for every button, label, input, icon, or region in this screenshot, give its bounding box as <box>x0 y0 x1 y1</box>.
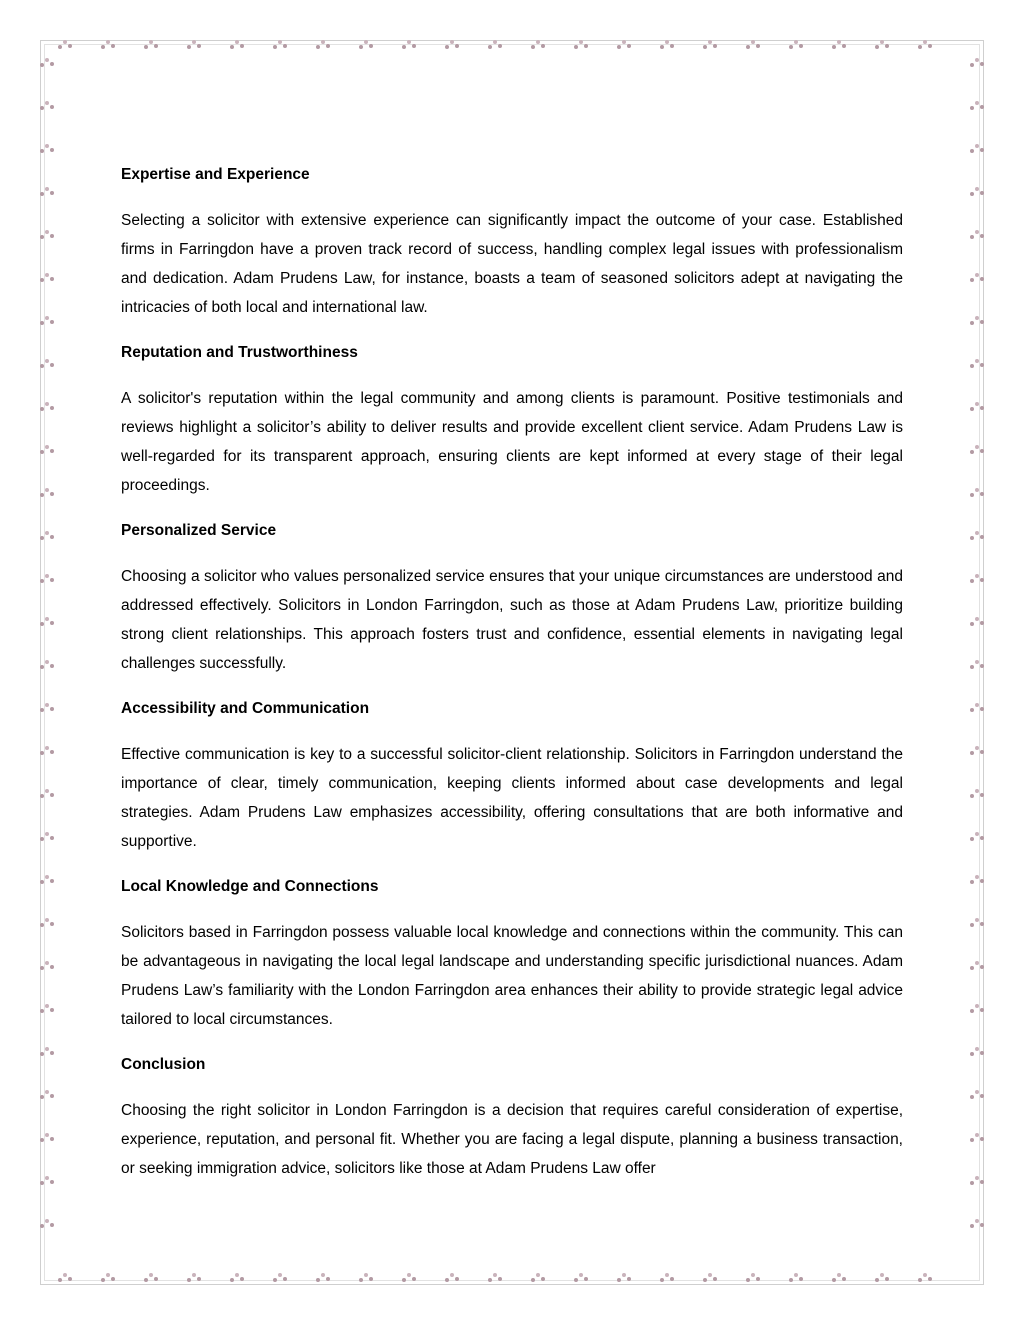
border-ornament <box>574 1273 588 1283</box>
border-ornament <box>144 40 158 50</box>
border-ornament <box>660 1273 674 1283</box>
border-ornament <box>40 875 54 885</box>
border-ornament <box>40 101 54 111</box>
section-paragraph-expertise: Selecting a solicitor with extensive experience can significantly impact the outcome of your case. Established firms in Farringdon have a proven track record of success, handling complex legal issues with professionalism and dedication. Adam Prudens Law, for instance, boasts a team of seasoned solicitors adept at navigating the intricacies of both local and international law. <box>121 212 903 316</box>
border-ornament <box>918 40 932 50</box>
border-ornament <box>703 1273 717 1283</box>
border-ornament <box>660 40 674 50</box>
border-ornament <box>40 1133 54 1143</box>
border-ornament <box>531 1273 545 1283</box>
border-ornament <box>402 40 416 50</box>
border-ornament <box>40 617 54 627</box>
border-ornament <box>101 40 115 50</box>
border-ornament <box>970 1219 984 1229</box>
border-ornament <box>970 1090 984 1100</box>
border-ornament <box>40 574 54 584</box>
border-ornament <box>970 961 984 971</box>
border-ornament <box>970 1004 984 1014</box>
border-ornament <box>970 445 984 455</box>
section-heading-personalized-service: Personalized Service <box>121 522 277 539</box>
border-ornament <box>187 1273 201 1283</box>
border-ornament <box>40 316 54 326</box>
border-ornament <box>40 531 54 541</box>
border-ornament <box>230 40 244 50</box>
border-ornament <box>970 789 984 799</box>
border-ornament <box>316 1273 330 1283</box>
border-ornament <box>40 359 54 369</box>
border-ornament <box>40 832 54 842</box>
border-ornament <box>40 273 54 283</box>
border-ornament <box>970 187 984 197</box>
border-ornament <box>746 1273 760 1283</box>
border-ornament <box>488 40 502 50</box>
border-ornament <box>40 1090 54 1100</box>
section-heading-local-knowledge: Local Knowledge and Connections <box>121 878 379 895</box>
border-ornament <box>970 101 984 111</box>
border-ornament <box>445 1273 459 1283</box>
border-ornament <box>970 359 984 369</box>
border-ornament <box>832 40 846 50</box>
border-ornament <box>40 445 54 455</box>
border-ornament <box>574 40 588 50</box>
border-ornament <box>970 918 984 928</box>
border-ornament <box>488 1273 502 1283</box>
border-ornament <box>970 1133 984 1143</box>
border-ornament <box>40 703 54 713</box>
border-ornament <box>40 746 54 756</box>
border-ornament <box>875 40 889 50</box>
border-ornament <box>970 1047 984 1057</box>
border-ornament <box>970 531 984 541</box>
border-ornament <box>970 273 984 283</box>
border-ornament <box>617 1273 631 1283</box>
border-ornament <box>40 402 54 412</box>
border-ornament <box>359 1273 373 1283</box>
border-ornament <box>617 40 631 50</box>
border-ornament <box>918 1273 932 1283</box>
section-paragraph-personalized-service: Choosing a solicitor who values personalized service ensures that your unique circumstances are understood and addressed effectively. Solicitors in London Farringdon, such as those at Adam Prudens Law, prioritize building strong client relationships. This approach fosters trust and confidence, essential elements in navigating legal challenges successfully. <box>121 568 903 672</box>
border-ornament <box>101 1273 115 1283</box>
border-ornament <box>875 1273 889 1283</box>
border-ornament <box>58 1273 72 1283</box>
border-ornament <box>187 40 201 50</box>
section-paragraph-local-knowledge: Solicitors based in Farringdon possess valuable local knowledge and connections within the community. This can be advantageous in navigating the local legal landscape and understanding specific jurisdictional nuances. Adam Prudens Law’s familiarity with the London Farringdon area enhances their ability to provide strategic legal advice tailored to local circumstances. <box>121 924 903 1028</box>
border-ornament <box>40 187 54 197</box>
border-ornament <box>970 316 984 326</box>
border-ornament <box>970 617 984 627</box>
border-ornament <box>40 918 54 928</box>
border-ornament <box>40 488 54 498</box>
border-ornament <box>746 40 760 50</box>
section-heading-accessibility: Accessibility and Communication <box>121 700 370 717</box>
border-ornament <box>789 40 803 50</box>
section-heading-reputation: Reputation and Trustworthiness <box>121 344 358 361</box>
border-ornament <box>40 144 54 154</box>
border-ornament <box>40 1219 54 1229</box>
border-ornament <box>970 703 984 713</box>
border-ornament <box>316 40 330 50</box>
border-ornament <box>703 40 717 50</box>
border-ornament <box>832 1273 846 1283</box>
border-ornament <box>40 1047 54 1057</box>
border-ornament <box>970 746 984 756</box>
border-ornament <box>970 1176 984 1186</box>
border-ornament <box>40 1176 54 1186</box>
border-ornament <box>970 875 984 885</box>
border-ornament <box>789 1273 803 1283</box>
border-ornament <box>40 58 54 68</box>
section-paragraph-conclusion: Choosing the right solicitor in London Farringdon is a decision that requires careful consideration of expertise, experience, reputation, and personal fit. Whether you are facing a legal dispute, planning a business transaction, or seeking immigration advice, solicitors like those at Adam Prudens Law offer <box>121 1102 903 1177</box>
border-ornament <box>970 488 984 498</box>
border-ornament <box>970 58 984 68</box>
border-ornament <box>970 230 984 240</box>
border-ornament <box>40 1004 54 1014</box>
border-ornament <box>273 40 287 50</box>
border-ornament <box>445 40 459 50</box>
border-ornament <box>970 574 984 584</box>
border-ornament <box>273 1273 287 1283</box>
border-ornament <box>58 40 72 50</box>
border-ornament <box>40 961 54 971</box>
section-paragraph-accessibility: Effective communication is key to a successful solicitor-client relationship. Solicitors in Farringdon understand the importance of clear, timely communication, keeping clients informed about case developments and legal strategies. Adam Prudens Law emphasizes accessibility, offering consultations that are both informative and supportive. <box>121 746 903 850</box>
border-ornament <box>970 144 984 154</box>
border-ornament <box>970 402 984 412</box>
border-ornament <box>970 832 984 842</box>
border-ornament <box>359 40 373 50</box>
section-paragraph-reputation: A solicitor's reputation within the legal community and among clients is paramount. Positive testimonials and reviews highlight a solicitor’s ability to deliver results and provide excellent client service. Adam Prudens Law is well-regarded for its transparent approach, ensuring clients are kept informed at every stage of their legal proceedings. <box>121 390 903 494</box>
border-ornament <box>40 660 54 670</box>
border-ornament <box>40 230 54 240</box>
section-heading-expertise: Expertise and Experience <box>121 166 310 183</box>
border-ornament <box>402 1273 416 1283</box>
border-ornament <box>40 789 54 799</box>
section-heading-conclusion: Conclusion <box>121 1056 206 1073</box>
document-body <box>121 160 903 1199</box>
border-ornament <box>531 40 545 50</box>
border-ornament <box>970 660 984 670</box>
border-ornament <box>230 1273 244 1283</box>
border-ornament <box>144 1273 158 1283</box>
